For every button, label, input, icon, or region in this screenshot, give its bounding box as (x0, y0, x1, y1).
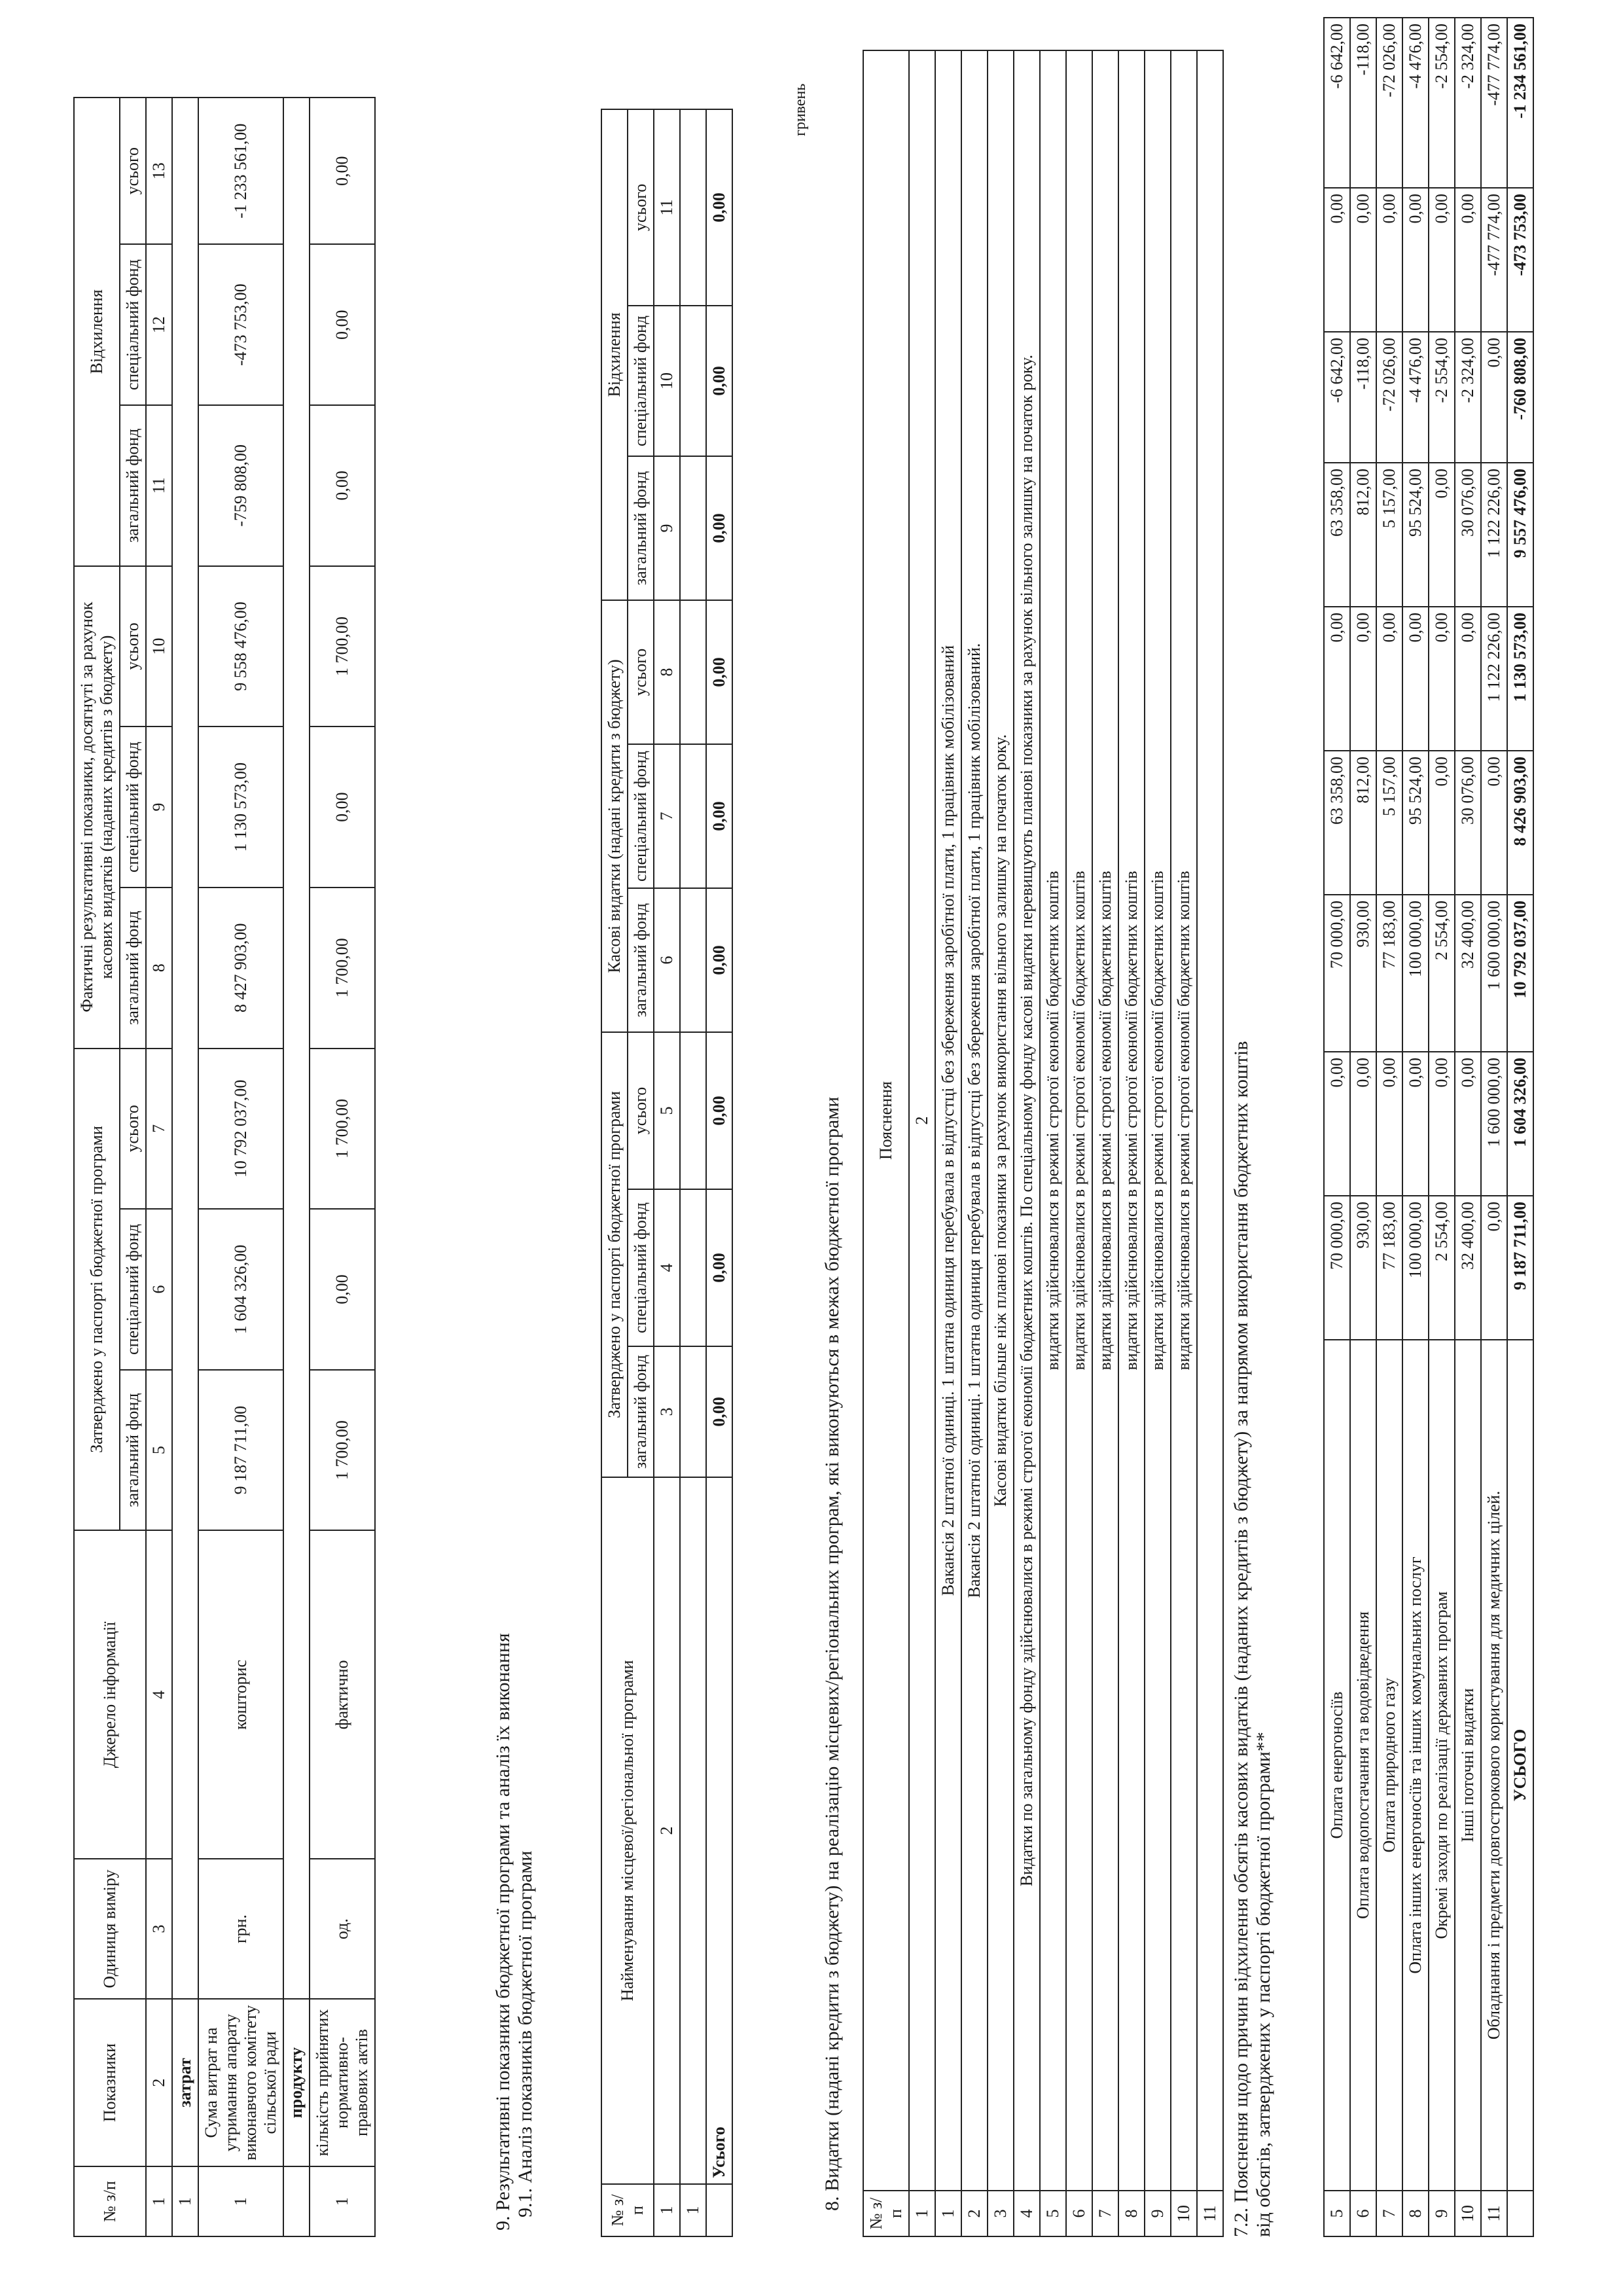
row-number: 9 (1429, 2191, 1455, 2236)
table-cell (680, 456, 706, 600)
indicator-cell: Сума витрат на утримання апарату виконавчого комітету сільської ради (198, 1999, 283, 2166)
total-amount: -1 234 561,00 (1507, 18, 1533, 188)
total-amount: 0,00 (706, 456, 732, 600)
total-amount: 10 792 037,00 (1507, 895, 1533, 1052)
local-programs-table (601, 109, 733, 2237)
amount-cell: 1 700,00 (310, 566, 375, 727)
indicators-table (73, 97, 376, 2237)
table-row (310, 98, 375, 2236)
row-name: Оплата інших енергоносіїв та інших комунальних послуг (1402, 1340, 1429, 2191)
col-header-total: усього (120, 566, 146, 727)
amount-cell: 0,00 (1429, 1052, 1455, 1196)
group-cost-label: затрат (172, 1999, 198, 2166)
col-header-actual: Фактичні результативні показники, досягнуті за рахунок касових видатків (наданих кредитів з бюджету) (74, 566, 120, 1049)
table-row (1040, 50, 1066, 2236)
amount-cell: 0,00 (1429, 607, 1455, 751)
row-number: 3 (988, 2191, 1014, 2236)
explanation-text: Вакансія 2 штатної одиниці. 1 штатна одиниця перебувала в відпустці без збереження заробітної плати, 1 працівник мобілізований. (961, 50, 988, 2191)
explanation-text: Видатки по загальному фонду здійснювалися в режимі строгої економії бюджетних коштів. По спеціальному фонду касові видатки перевищують планові показники за рахунок вільного залишку на початок року. (1014, 50, 1040, 2191)
table-row (1197, 50, 1223, 2236)
amount-cell: 0,00 (1350, 1052, 1376, 1196)
row-number (706, 2184, 732, 2236)
amount-cell: -2 554,00 (1429, 332, 1455, 463)
amount-cell: 95 524,00 (1402, 751, 1429, 895)
amount-cell: 0,00 (1455, 188, 1481, 332)
explanation-text: видатки здійснювалися в режимі строгої економії бюджетних коштів (1066, 50, 1092, 2191)
total-amount: 0,00 (706, 306, 732, 456)
amount-cell: 0,00 (1324, 607, 1350, 751)
total-label: Усього (706, 1477, 732, 2184)
total-amount: 8 426 903,00 (1507, 751, 1533, 895)
amount-cell: 0,00 (1481, 332, 1507, 463)
row-number: 5 (1324, 2191, 1350, 2236)
col-index: 5 (654, 1032, 680, 1189)
amount-cell: 0,00 (310, 1209, 375, 1370)
amount-cell: 0,00 (1481, 751, 1507, 895)
amount-cell: -72 026,00 (1376, 18, 1402, 188)
total-amount: 1 130 573,00 (1507, 607, 1533, 751)
row-number: 6 (1066, 2191, 1092, 2236)
total-amount: 9 187 711,00 (1507, 1196, 1533, 1340)
amount-cell: -1 233 561,00 (198, 98, 283, 244)
amount-cell: 77 183,00 (1376, 895, 1402, 1052)
col-header-indicators: Показники (74, 1999, 146, 2166)
amount-cell: 930,00 (1350, 1196, 1376, 1340)
amount-cell: 1 700,00 (310, 1370, 375, 1531)
col-index: 1 (146, 2166, 172, 2236)
table-row (1014, 50, 1040, 2236)
indicator-cell: кошторис (198, 1530, 283, 1859)
col-index: 5 (146, 1370, 172, 1531)
expense-table-continued (1323, 17, 1534, 2237)
amount-cell: 1 130 573,00 (198, 726, 283, 888)
col-index: 2 (654, 1477, 680, 2184)
explanation-text: Касові видатки більше ніж планові показники за рахунок використання вільного залишку на початок року. (988, 50, 1014, 2191)
amount-cell: -72 026,00 (1376, 332, 1402, 463)
explanation-text: видатки здійснювалися в режимі строгої економії бюджетних коштів (1118, 50, 1145, 2191)
row-name: Оплата природного газу (1376, 1340, 1402, 2191)
amount-cell: 9 558 476,00 (198, 566, 283, 727)
section-7-2-title: 7.2. Пояснення щодо причин відхилення обсягів касових видатків (наданих кредитів з бюджету) за напрямом використання бюджетних коштів (1230, 1041, 1252, 2237)
amount-cell: 0,00 (310, 726, 375, 888)
unit-label: гривень (792, 83, 809, 136)
col-index: 4 (146, 1530, 172, 1859)
explanation-text: видатки здійснювалися в режимі строгої економії бюджетних коштів (1171, 50, 1197, 2191)
table-cell (680, 109, 706, 306)
col-header-special-fund: спеціальний фонд (120, 726, 146, 888)
indicator-cell: од. (310, 1859, 375, 1999)
col-index: 3 (654, 1346, 680, 1477)
amount-cell: 1 700,00 (310, 1049, 375, 1210)
amount-cell: 2 554,00 (1429, 1196, 1455, 1340)
amount-cell: 0,00 (1376, 607, 1402, 751)
total-amount: 0,00 (706, 1346, 732, 1477)
col-index: 8 (654, 600, 680, 744)
amount-cell: 32 400,00 (1455, 1196, 1481, 1340)
col-header-total: усього (628, 600, 654, 744)
col-header-general-fund: загальний фонд (120, 405, 146, 566)
amount-cell: 1 600 000,00 (1481, 1052, 1507, 1196)
table-row (1145, 50, 1171, 2236)
col-header-source: Джерело інформації (74, 1530, 146, 1859)
row-number: 5 (1040, 2191, 1066, 2236)
col-index: 7 (146, 1049, 172, 1210)
table-cell: 1 (680, 2184, 706, 2236)
amount-cell: 0,00 (1402, 1052, 1429, 1196)
amount-cell: 0,00 (1429, 188, 1455, 332)
section-9-heading (492, 267, 537, 2231)
col-index: 9 (654, 456, 680, 600)
col-header-number: № з/п (863, 2191, 909, 2236)
col-index: 2 (146, 1999, 172, 2166)
row-name: Інші поточні видатки (1455, 1340, 1481, 2191)
col-index: 1 (909, 2191, 935, 2236)
row-number: 8 (1118, 2191, 1145, 2236)
section-9-1-title: 9.1. Аналіз показників бюджетної програми (514, 1850, 536, 2217)
col-header-general-fund: загальний фонд (628, 888, 654, 1032)
amount-cell: -2 324,00 (1455, 18, 1481, 188)
col-index: 11 (654, 109, 680, 306)
col-index: 7 (654, 744, 680, 888)
amount-cell: -2 554,00 (1429, 18, 1455, 188)
amount-cell: 8 427 903,00 (198, 888, 283, 1049)
row-number: 11 (1197, 2191, 1223, 2236)
col-index: 6 (654, 888, 680, 1032)
col-index: 11 (146, 405, 172, 566)
amount-cell: 9 187 711,00 (198, 1370, 283, 1531)
col-index: 10 (146, 566, 172, 727)
row-number: 7 (1376, 2191, 1402, 2236)
amount-cell: 0,00 (1429, 463, 1455, 607)
amount-cell: 70 000,00 (1324, 1196, 1350, 1340)
row-number: 11 (1481, 2191, 1507, 2236)
explanation-text: Вакансія 2 штатної одиниці. 1 штатна одиниця перебувала в відпустці без збереження заробітної плати, 1 працівник мобілізований (935, 50, 961, 2191)
table-cell (680, 1032, 706, 1189)
col-header-deviation: Відхилення (601, 109, 628, 600)
indicator-cell: грн. (198, 1859, 283, 1999)
col-header-number: № з/п (601, 2184, 654, 2236)
amount-cell: 1 700,00 (310, 888, 375, 1049)
table-row (1118, 50, 1145, 2236)
amount-cell: 1 122 226,00 (1481, 463, 1507, 607)
table-row (1481, 18, 1507, 2236)
col-header-general-fund: загальний фонд (120, 1370, 146, 1531)
amount-cell: 30 076,00 (1455, 751, 1481, 895)
row-number: 2 (961, 2191, 988, 2236)
row-number: 9 (1145, 2191, 1171, 2236)
amount-cell: 2 554,00 (1429, 895, 1455, 1052)
table-row (1092, 50, 1118, 2236)
amount-cell: 70 000,00 (1324, 895, 1350, 1052)
col-index: 2 (909, 50, 935, 2191)
col-index: 4 (654, 1189, 680, 1346)
col-header-total: усього (628, 1032, 654, 1189)
col-index: 1 (654, 2184, 680, 2236)
row-name: Окремі заходи по реалізації державних програм (1429, 1340, 1455, 2191)
total-amount: 9 557 476,00 (1507, 463, 1533, 607)
table-cell (680, 306, 706, 456)
table-row (1376, 18, 1402, 2236)
table-row (961, 50, 988, 2236)
table-row (1429, 18, 1455, 2236)
amount-cell: 1 604 326,00 (198, 1209, 283, 1370)
total-amount: -473 753,00 (1507, 188, 1533, 332)
indicator-cell: фактично (310, 1530, 375, 1859)
amount-cell: 0,00 (310, 244, 375, 405)
group-spacer (283, 98, 310, 1999)
row-number (1507, 2191, 1533, 2236)
amount-cell: 100 000,00 (1402, 895, 1429, 1052)
section-8-title: 8. Видатки (надані кредити з бюджету) на реалізацію місцевих/регіональних програм, які виконуються в межах бюджетної програми (821, 1096, 843, 2211)
amount-cell: 0,00 (1455, 607, 1481, 751)
col-header-unit: Одиниця виміру (74, 1859, 146, 1999)
row-name: Оплата енергоносіїв (1324, 1340, 1350, 2191)
indicator-cell: кількість прийнятих нормативно-правових актів (310, 1999, 375, 2166)
amount-cell: 77 183,00 (1376, 1196, 1402, 1340)
amount-cell: 0,00 (1376, 188, 1402, 332)
col-header-deviation: Відхилення (74, 98, 120, 566)
table-row (1066, 50, 1092, 2236)
col-index: 3 (146, 1859, 172, 1999)
explanation-text (1197, 50, 1223, 2191)
col-header-special-fund: спеціальний фонд (120, 244, 146, 405)
amount-cell: 0,00 (1429, 751, 1455, 895)
amount-cell: 0,00 (1324, 1052, 1350, 1196)
amount-cell: 812,00 (1350, 751, 1376, 895)
amount-cell: 10 792 037,00 (198, 1049, 283, 1210)
row-number: 4 (1014, 2191, 1040, 2236)
explanation-text: видатки здійснювалися в режимі строгої економії бюджетних коштів (1092, 50, 1118, 2191)
col-header-general-fund: загальний фонд (628, 456, 654, 600)
amount-cell: 0,00 (1481, 1196, 1507, 1340)
group-spacer (283, 2166, 310, 2236)
amount-cell: -118,00 (1350, 18, 1376, 188)
col-index: 13 (146, 98, 172, 244)
col-header-general-fund: загальний фонд (120, 888, 146, 1049)
amount-cell: 1 600 000,00 (1481, 895, 1507, 1052)
table-row (935, 50, 961, 2236)
amount-cell: -473 753,00 (198, 244, 283, 405)
table-row (1171, 50, 1197, 2236)
col-header-explanation: Пояснення (863, 50, 909, 2191)
table-cell (680, 1477, 706, 2184)
col-header-approved: Затверджено у паспорті бюджетної програми (74, 1049, 120, 1531)
amount-cell: 30 076,00 (1455, 463, 1481, 607)
amount-cell: -6 642,00 (1324, 332, 1350, 463)
explanation-text: видатки здійснювалися в режимі строгої економії бюджетних коштів (1040, 50, 1066, 2191)
amount-cell: 0,00 (1350, 607, 1376, 751)
total-label: УСЬОГО (1507, 1340, 1533, 2191)
col-header-special-fund: спеціальний фонд (628, 1189, 654, 1346)
section-7-2-title-cont: від обсягів, затверджених у паспорті бюджетної програми** (1253, 1732, 1274, 2237)
amount-cell: -477 774,00 (1481, 18, 1507, 188)
col-header-number: № з/п (74, 2166, 146, 2236)
row-number: 1 (935, 2191, 961, 2236)
amount-cell: -118,00 (1350, 332, 1376, 463)
col-header-special-fund: спеціальний фонд (628, 306, 654, 456)
table-cell (680, 1346, 706, 1477)
amount-cell: 0,00 (1350, 188, 1376, 332)
row-name: Оплата водопостачання та водовідведення (1350, 1340, 1376, 2191)
col-index: 10 (654, 306, 680, 456)
amount-cell: 63 358,00 (1324, 751, 1350, 895)
table-cell (680, 888, 706, 1032)
row-number: 10 (1455, 2191, 1481, 2236)
amount-cell: 5 157,00 (1376, 463, 1402, 607)
total-amount: 0,00 (706, 600, 732, 744)
amount-cell: -759 808,00 (198, 405, 283, 566)
col-index: 9 (146, 726, 172, 888)
total-row (1507, 18, 1533, 2236)
amount-cell: 930,00 (1350, 895, 1376, 1052)
amount-cell: -2 324,00 (1455, 332, 1481, 463)
amount-cell: 0,00 (1402, 188, 1429, 332)
amount-cell: 0,00 (310, 98, 375, 244)
indicator-cell: 1 (310, 2166, 375, 2236)
amount-cell: 0,00 (1324, 188, 1350, 332)
amount-cell: 100 000,00 (1402, 1196, 1429, 1340)
table-cell (680, 1189, 706, 1346)
col-index: 8 (146, 888, 172, 1049)
amount-cell: 95 524,00 (1402, 463, 1429, 607)
col-header-total: усього (628, 109, 654, 306)
total-amount: 0,00 (706, 888, 732, 1032)
amount-cell: 0,00 (310, 405, 375, 566)
row-number: 7 (1092, 2191, 1118, 2236)
amount-cell: -477 774,00 (1481, 188, 1507, 332)
table-cell (680, 744, 706, 888)
col-header-total: усього (120, 98, 146, 244)
amount-cell: -6 642,00 (1324, 18, 1350, 188)
total-amount: 0,00 (706, 744, 732, 888)
col-index: 12 (146, 244, 172, 405)
amount-cell: 812,00 (1350, 463, 1376, 607)
row-number: 8 (1402, 2191, 1429, 2236)
amount-cell: 32 400,00 (1455, 895, 1481, 1052)
total-amount: 0,00 (706, 1189, 732, 1346)
group-number: 1 (172, 2166, 198, 2236)
explanations-table (863, 50, 1224, 2237)
table-row (1402, 18, 1429, 2236)
amount-cell: -4 476,00 (1402, 332, 1429, 463)
indicator-cell: 1 (198, 2166, 283, 2236)
col-header-cash: Касові видатки (надані кредити з бюджету) (601, 600, 628, 1032)
total-amount: -760 808,00 (1507, 332, 1533, 463)
table-cell (680, 600, 706, 744)
table-row (988, 50, 1014, 2236)
group-product-label: продукту (283, 1999, 310, 2166)
amount-cell: 1 122 226,00 (1481, 607, 1507, 751)
amount-cell: 0,00 (1455, 1052, 1481, 1196)
table-row (1455, 18, 1481, 2236)
col-header-total: усього (120, 1049, 146, 1210)
col-header-special-fund: спеціальний фонд (628, 744, 654, 888)
table-row (198, 98, 283, 2236)
row-name: Обладнання і предмети довгострокового користування для медичних цілей. (1481, 1340, 1507, 2191)
amount-cell: 0,00 (1376, 1052, 1402, 1196)
total-amount: 1 604 326,00 (1507, 1052, 1533, 1196)
total-amount: 0,00 (706, 109, 732, 306)
section-7-2-heading (1230, 77, 1275, 2237)
col-header-approved: Затверджено у паспорті бюджетної програми (601, 1032, 628, 1477)
col-index: 6 (146, 1209, 172, 1370)
table-row (1324, 18, 1350, 2236)
explanation-text: видатки здійснювалися в режимі строгої економії бюджетних коштів (1145, 50, 1171, 2191)
section-9-title: 9. Результативні показники бюджетної програми та аналіз їх виконання (492, 1633, 514, 2231)
total-amount: 0,00 (706, 1032, 732, 1189)
col-header-program-name: Найменування місцевої/регіональної програми (601, 1477, 654, 2184)
col-header-special-fund: спеціальний фонд (120, 1209, 146, 1370)
row-number: 6 (1350, 2191, 1376, 2236)
table-row (1350, 18, 1376, 2236)
col-header-general-fund: загальний фонд (628, 1346, 654, 1477)
group-spacer (172, 98, 198, 1999)
amount-cell: 5 157,00 (1376, 751, 1402, 895)
amount-cell: 0,00 (1402, 607, 1429, 751)
amount-cell: -4 476,00 (1402, 18, 1429, 188)
amount-cell: 63 358,00 (1324, 463, 1350, 607)
row-number: 10 (1171, 2191, 1197, 2236)
